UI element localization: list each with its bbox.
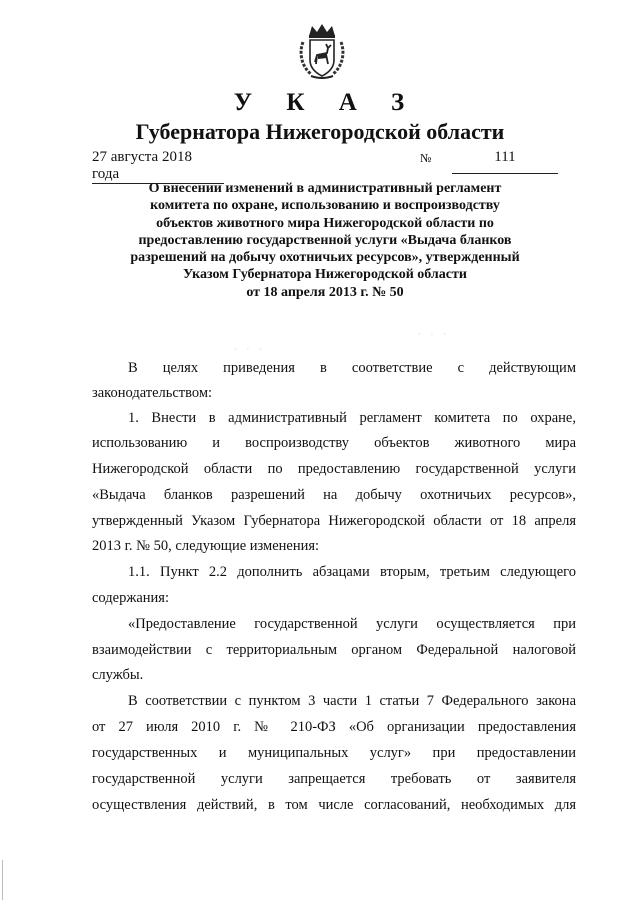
coat-of-arms-icon — [297, 22, 347, 80]
body-line: использованию и воспроизводству объектов животного мира — [92, 435, 576, 451]
document-date: 27 августа 2018 года — [92, 149, 224, 184]
body-line: государственных и муниципальных услуг» при предоставлении — [92, 745, 576, 761]
subject-line: О внесении изменений в административный регламент — [148, 181, 502, 196]
document-number: 111 — [452, 149, 558, 174]
body-line: «Предоставление государственной услуги осуществляется при — [128, 616, 576, 632]
body-line: Нижегородской области по предоставлению государственной услуги — [92, 461, 576, 477]
body-line: В соответствии с пунктом 3 части 1 статьи 7 Федерального закона — [128, 693, 576, 709]
scan-artifact: · · · — [234, 345, 266, 354]
body-line: законодательством: — [92, 385, 213, 401]
document-subject — [110, 180, 540, 301]
body-line: 1. Внести в административный регламент комитета по охране, — [128, 410, 576, 426]
scan-edge — [2, 860, 3, 900]
body-line: взаимодействии с территориальным органом Федеральной налоговой — [92, 642, 576, 658]
body-line: 2013 г. № 50, следующие изменения: — [92, 538, 320, 554]
subject-line: предоставлению государственной услуги «Выдача бланков — [138, 232, 512, 248]
document-title: У К А З — [233, 89, 419, 116]
body-line: В целях приведения в соответствие с действующим — [128, 360, 576, 376]
body-line: 1.1. Пункт 2.2 дополнить абзацами вторым, третьим следующего — [128, 564, 576, 580]
subject-line: объектов животного мира Нижегородской области по — [156, 215, 494, 231]
subject-line: разрешений на добычу охотничьих ресурсов», утвержденный — [130, 250, 520, 266]
body-line: государственной услуги запрещается требовать от заявителя — [92, 771, 576, 787]
body-line: от 27 июля 2010 г. № 210-ФЗ «Об организации предоставления — [92, 719, 576, 735]
body-line: утвержденный Указом Губернатора Нижегородской области от 18 апреля — [92, 513, 576, 529]
body-line: содержания: — [92, 590, 170, 606]
subject-line: Указом Губернатора Нижегородской области — [183, 267, 467, 283]
body-line: службы. — [92, 667, 144, 683]
subject-line: от 18 апреля 2013 г. № 50 — [246, 284, 404, 300]
number-sign: № — [420, 151, 432, 165]
subject-line: комитета по охране, использованию и воспроизводству — [150, 198, 500, 214]
scan-artifact: · · · — [418, 330, 450, 339]
body-line: осуществления действий, в том числе согласований, необходимых для — [92, 797, 576, 813]
issuer-title: Губернатора Нижегородской области — [135, 119, 505, 144]
body-line: «Выдача бланков разрешений на добычу охотничьих ресурсов», — [92, 487, 576, 503]
